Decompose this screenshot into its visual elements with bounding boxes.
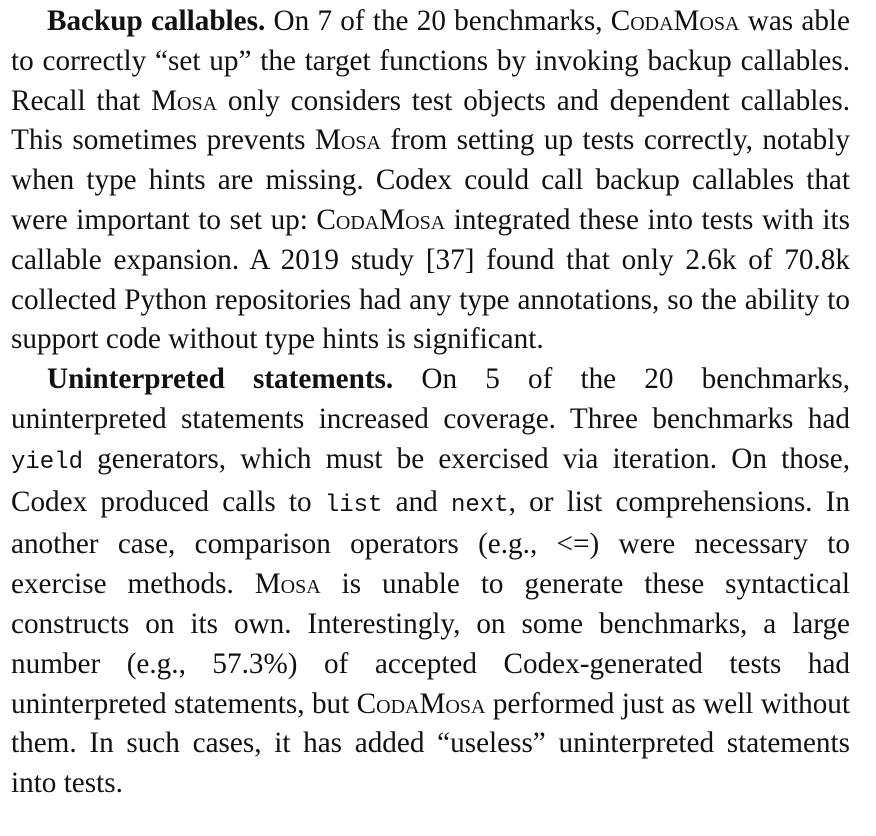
text-run: was able to correctly “set up” the target functions by invoking backup callables. Recall that	[11, 5, 850, 117]
tool-name-codamosa: CodaMosa	[356, 687, 486, 720]
tool-name-mosa: Mosa	[314, 124, 381, 157]
code-list: list	[324, 491, 383, 519]
tool-name-codamosa: CodaMosa	[316, 203, 446, 236]
text-run: generators, which must be exercised via iteration. On those, Codex produced calls to	[11, 442, 850, 518]
paragraph-uninterpreted-statements	[11, 360, 850, 804]
tool-name-mosa: Mosa	[254, 568, 321, 601]
paragraph-heading: Uninterpreted statements.	[47, 363, 394, 396]
paragraph-heading: Backup callables.	[47, 5, 266, 37]
code-yield: yield	[11, 448, 84, 476]
text-run: performed just as well without them. In such cases, it has added “useless” uninterpreted statements into tests.	[11, 687, 850, 800]
tool-name-mosa: Mosa	[151, 84, 218, 117]
text-run: On 7 of the 20 benchmarks,	[265, 5, 611, 37]
tool-name-codamosa: CodaMosa	[610, 5, 740, 37]
text-run: integrated these into tests with its callable expansion. A 2019 study [37] found that only 2.6k of 70.8k collected Python repositories had any type annotations, so the ability to support code without type hints is significant.	[11, 203, 850, 356]
text-run: from setting up tests correctly, notably when type hints are missing. Codex could call backup callables that were important to set up:	[11, 124, 850, 236]
text-run: and	[382, 485, 451, 518]
text-run: On 5 of the 20 benchmarks, uninterpreted statements increased coverage. Three benchmarks had	[11, 363, 850, 435]
text-run: , or list comprehensions. In another case, comparison operators (e.g., <=) were necessary to exercise methods.	[11, 485, 850, 601]
text-run: is unable to generate these syntactical constructs on its own. Interestingly, on some benchmarks, a large number (e.g., 57.3%) of accepted Codex-generated tests had uninterpreted statements, but	[11, 568, 850, 720]
paragraph-backup-callables	[11, 2, 850, 360]
code-next: next	[450, 491, 509, 519]
text-run: only considers test objects and dependent callables. This sometimes prevents	[11, 84, 850, 157]
